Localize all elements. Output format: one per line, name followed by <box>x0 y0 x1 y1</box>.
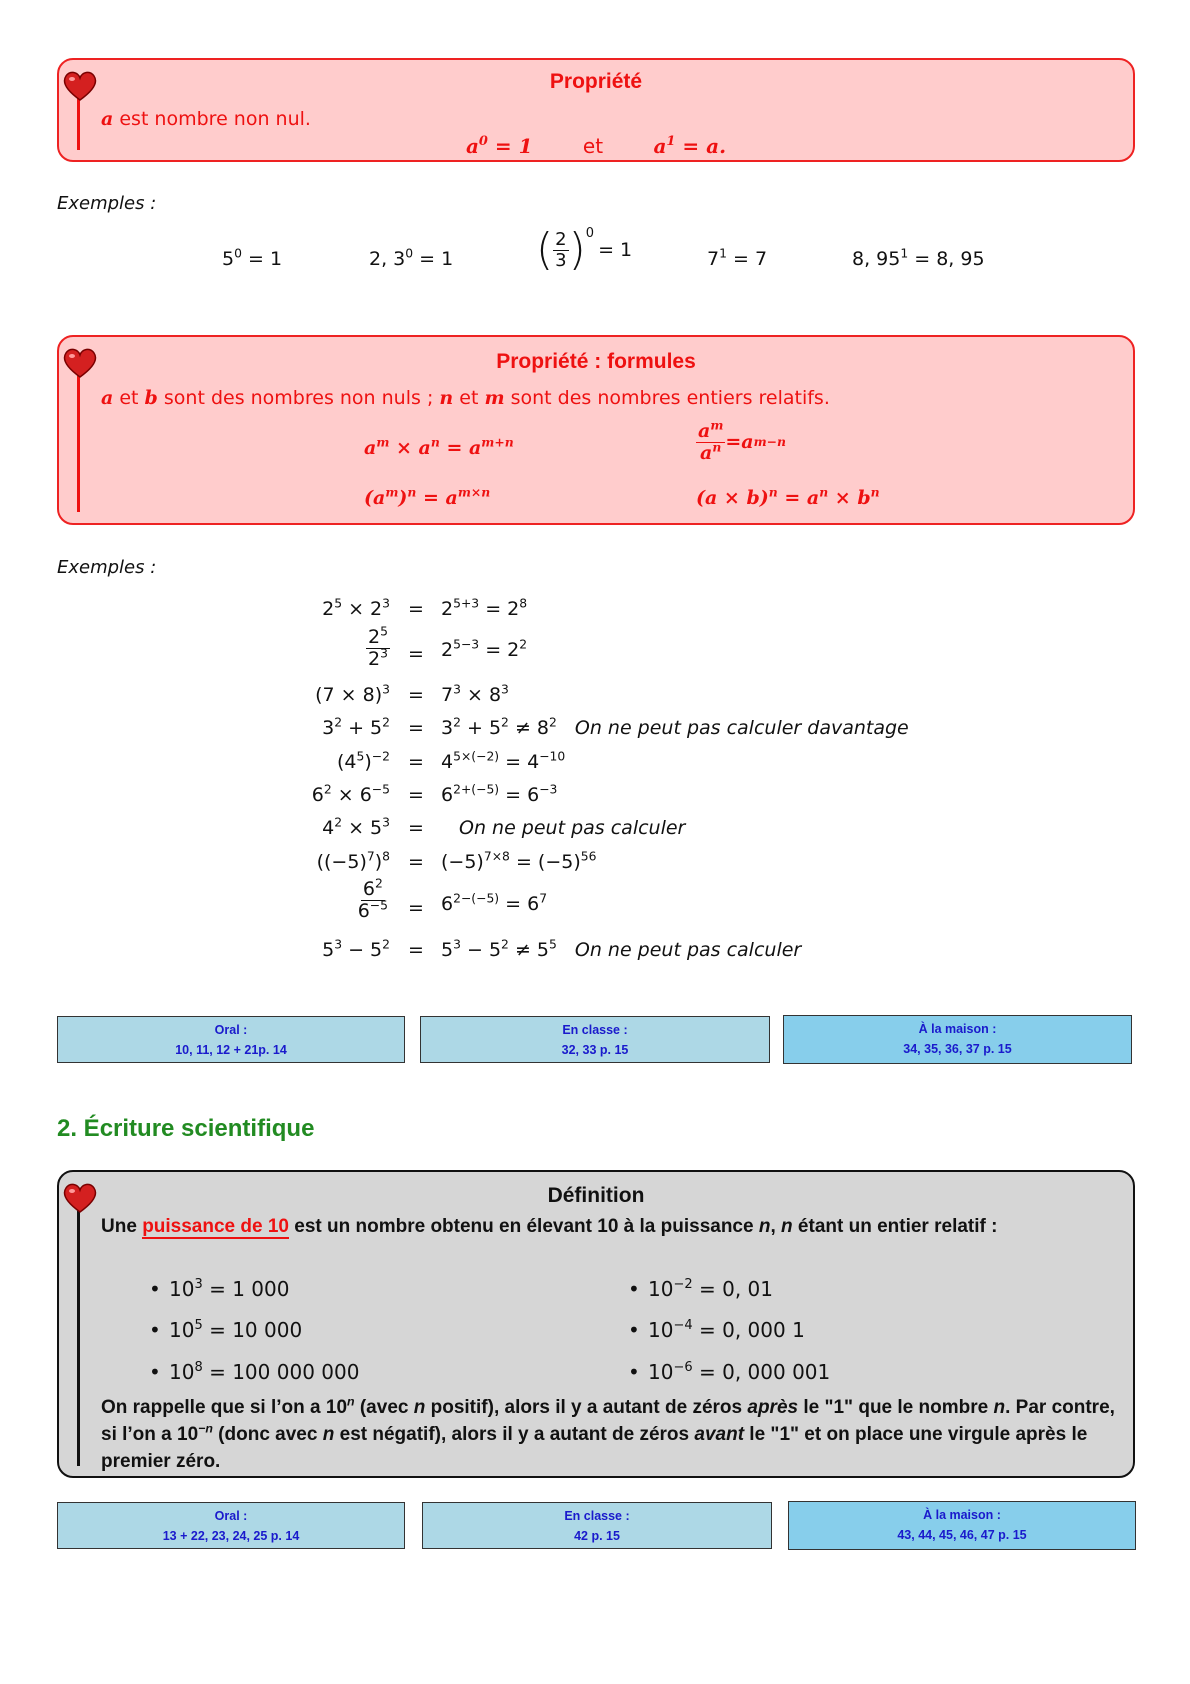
item-exp: −4 <box>673 1318 693 1334</box>
f-times: × <box>828 487 858 509</box>
exercise-refs: 42 p. 15 <box>574 1529 620 1543</box>
list-item <box>628 1360 830 1384</box>
calc-lhs: $3^2 + 5^2$ <box>322 715 390 739</box>
ex-exp: 1 <box>900 246 909 261</box>
f-eq: = <box>416 487 446 509</box>
definition-title: Définition <box>547 1184 645 1207</box>
definition-intro <box>101 1216 997 1238</box>
f-a: a <box>468 437 482 459</box>
calc-rhs: $5^3 - 5^2 \ne 5^5$ On ne peut pas calculer <box>441 937 802 961</box>
f-exp: m <box>385 484 399 500</box>
formula-a0-rest: = 1 <box>487 134 533 158</box>
calc-note: On ne peut pas calculer <box>574 939 802 961</box>
fraction-num: 2 <box>555 228 567 250</box>
right-paren: ) <box>568 224 586 275</box>
calc-eq: = <box>408 751 424 773</box>
f-exp: m×n <box>457 484 491 500</box>
f-a: a <box>700 441 713 464</box>
exercise-title: Oral : <box>214 1509 248 1523</box>
f-times: × <box>389 437 419 459</box>
statement-text: sont des nombres entiers relatifs. <box>510 387 830 409</box>
calc-lhs: $4^2 \times 5^3$ <box>322 815 390 839</box>
f-eq: = <box>725 431 742 454</box>
var-n: n <box>322 1424 335 1445</box>
definition-paragraph <box>101 1394 1121 1475</box>
intro-text: est un nombre obtenu en élevant 10 à la puissance <box>288 1216 759 1237</box>
list-item <box>149 1318 302 1342</box>
item-exp: −2 <box>673 1277 693 1293</box>
bullet: • <box>628 1360 640 1384</box>
exercise-box-maison <box>783 1015 1132 1064</box>
ex-exp: 1 <box>719 246 727 261</box>
f-lhs: (a × b) <box>696 487 769 509</box>
formula-product-power <box>696 484 880 509</box>
frac-num: $6^2$ <box>362 876 383 900</box>
ex-base: 8, 95 <box>852 248 901 270</box>
calc-rhs: $(-5)^{7\times 8} = (-5)^{56}$ <box>441 849 597 873</box>
property-statement <box>101 108 311 130</box>
bullet: • <box>149 1318 161 1342</box>
exercise-refs: 43, 44, 45, 46, 47 p. 15 <box>897 1528 1027 1542</box>
calc-eq: = <box>408 717 424 739</box>
formula-connector: et <box>582 134 604 158</box>
heart-icon <box>62 347 98 379</box>
property-statement <box>101 387 830 409</box>
calc-eq: = <box>408 684 424 706</box>
var-a: a <box>101 387 114 409</box>
statement-text: sont des nombres non nuls ; <box>163 387 434 409</box>
exercise-refs: 10, 11, 12 + 21p. 14 <box>175 1043 287 1057</box>
calc-rhs: $2^{5+3} = 2^8$ <box>441 596 528 620</box>
frac-num: $2^5$ <box>368 624 388 648</box>
calc-eq: = <box>408 817 424 839</box>
f-exp: n <box>768 484 778 500</box>
formula-product <box>364 434 514 459</box>
example-7-pow-1 <box>707 248 767 270</box>
calc-note: On ne peut pas calculer <box>459 817 686 839</box>
exercise-title: Oral : <box>214 1023 248 1037</box>
ex-rest: = 1 <box>413 248 454 270</box>
exercise-title: À la maison : <box>918 1022 997 1036</box>
formula-a1-rest: = a. <box>675 134 727 158</box>
item-exp: −6 <box>673 1360 693 1376</box>
property-title: Propriété <box>549 70 643 93</box>
calc-lhs: $2^5 \times 2^3$ <box>322 596 390 620</box>
calc-rhs: $4^{5\times(-2)} = 4^{-10}$ <box>441 749 566 773</box>
ex-rest: = 8, 95 <box>908 248 985 270</box>
heart-icon <box>62 70 98 102</box>
heart-icon <box>62 1182 98 1214</box>
para-text: On rappelle que si l’on a 10 <box>101 1397 348 1418</box>
f-a: a <box>418 437 431 459</box>
calc-eq: = <box>408 643 424 665</box>
property-formula <box>59 134 1133 158</box>
example-2-3-pow-0 <box>369 248 453 270</box>
var-n: n <box>993 1397 1006 1418</box>
exercise-title: En classe : <box>564 1509 630 1523</box>
f-eq: = <box>439 437 469 459</box>
f-a: a <box>806 487 820 509</box>
list-item <box>628 1318 805 1342</box>
item-rest: = 10 000 <box>202 1318 303 1342</box>
f-a: a <box>373 487 386 509</box>
para-text: (donc avec <box>212 1424 323 1445</box>
calc-eq: = <box>408 897 424 919</box>
property-title: Propriété : formules <box>496 350 696 373</box>
list-item <box>149 1277 289 1301</box>
para-emphasis: après <box>747 1397 799 1418</box>
exercise-box-oral <box>57 1016 405 1063</box>
fraction-2-3 <box>553 230 568 271</box>
exercise-box-classe <box>422 1502 772 1549</box>
calc-rhs: $3^2 + 5^2 \ne 8^2$ On ne peut pas calculer davantage <box>441 715 909 739</box>
item-base: 10 <box>648 1318 674 1342</box>
f-exp: m+n <box>481 434 514 450</box>
exercise-refs: 32, 33 p. 15 <box>561 1043 629 1057</box>
calc-note: On ne peut pas calculer davantage <box>574 717 909 739</box>
calc-fraction <box>356 876 390 922</box>
var-b: b <box>144 387 158 409</box>
formula-a0-exp: 0 <box>478 134 488 150</box>
item-exp: 5 <box>194 1318 203 1334</box>
calc-rhs: $6^{2-(-5)} = 6^7$ <box>441 891 548 915</box>
bullet: • <box>149 1360 161 1384</box>
para-exp: −n <box>198 1421 213 1436</box>
formula-a1-exp: 1 <box>666 134 676 150</box>
f-fraction <box>696 417 725 464</box>
item-base: 10 <box>169 1318 195 1342</box>
left-paren: ( <box>536 224 554 275</box>
ex-exp: 0 <box>585 226 595 241</box>
defined-term: puissance de 10 <box>142 1216 289 1237</box>
list-item <box>149 1360 359 1384</box>
definition-box <box>57 1170 1135 1478</box>
calc-eq: = <box>408 851 424 873</box>
item-base: 10 <box>648 1360 674 1384</box>
f-a: a <box>698 420 711 442</box>
exercise-box-maison <box>788 1501 1136 1550</box>
ex-base: 7 <box>707 248 720 270</box>
definition-stem <box>77 1210 80 1466</box>
var-n: n <box>439 387 454 409</box>
var-a: a <box>101 108 114 130</box>
item-rest: = 0, 000 001 <box>692 1360 831 1384</box>
property-box-1 <box>57 58 1135 162</box>
f-a: a <box>741 431 754 454</box>
calc-lhs: $6^2 \times 6^{-5}$ <box>311 782 390 806</box>
item-exp: 3 <box>194 1277 203 1293</box>
formula-quotient: $\frac{a^m}{a^n}$ = a m−n <box>698 417 786 464</box>
calc-eq: = <box>408 939 424 961</box>
fraction-den: 3 <box>555 249 567 271</box>
calc-lhs <box>356 876 390 922</box>
intro-text: étant un entier relatif : <box>792 1216 998 1237</box>
para-text: positif), alors il y a autant de zéros <box>425 1397 748 1418</box>
calc-lhs: $(7 \times 8)^3$ <box>315 682 390 706</box>
calc-eq: = <box>408 784 424 806</box>
bullet: • <box>149 1277 161 1301</box>
examples-label-1: Exemples : <box>57 193 157 214</box>
f-exp: n <box>819 484 829 500</box>
bullet: • <box>628 1277 640 1301</box>
calc-row <box>0 876 1190 931</box>
exercise-title: À la maison : <box>923 1508 1001 1522</box>
examples-label-2: Exemples : <box>57 557 157 578</box>
item-rest: = 0, 000 1 <box>692 1318 805 1342</box>
item-base: 10 <box>648 1277 674 1301</box>
formula-a1: a <box>653 134 667 158</box>
f-a: a <box>364 437 377 459</box>
exercise-refs: 34, 35, 36, 37 p. 15 <box>903 1042 1012 1056</box>
item-rest: = 100 000 000 <box>202 1360 360 1384</box>
f-exp: m <box>376 434 390 450</box>
calc-rhs: $2^{5-3} = 2^2$ <box>441 637 528 661</box>
para-text: . Par contre, si l’on a 10 <box>101 1397 1115 1445</box>
word-et: et <box>119 387 139 409</box>
statement-text: est nombre non nul. <box>119 108 311 130</box>
item-rest: = 1 000 <box>202 1277 290 1301</box>
exercise-box-classe <box>420 1016 770 1063</box>
item-exp: 8 <box>194 1360 203 1376</box>
ex-rest: = 1 <box>598 239 633 261</box>
calc-lhs: $5^3 - 5^2$ <box>322 937 390 961</box>
ex-exp: 0 <box>405 246 414 261</box>
item-rest: = 0, 01 <box>692 1277 773 1301</box>
f-a: a <box>445 487 458 509</box>
ex-base: 2, 3 <box>369 248 406 270</box>
calc-lhs: $(4^5)^{-2}$ <box>337 749 390 773</box>
f-exp: n <box>712 439 722 455</box>
var-n: n <box>781 1216 793 1237</box>
bullet: • <box>628 1318 640 1342</box>
item-base: 10 <box>169 1360 195 1384</box>
calc-lhs <box>366 624 390 670</box>
ex-base: 5 <box>222 248 235 270</box>
intro-text: Une <box>101 1216 143 1237</box>
f-eq: = <box>777 487 807 509</box>
calc-rhs: $6^{2+(-5)} = 6^{-3}$ <box>441 782 558 806</box>
property-stem <box>77 374 80 512</box>
calc-fraction <box>366 624 390 670</box>
exercise-box-oral <box>57 1502 405 1549</box>
f-paren: ) <box>398 487 408 509</box>
example-5-pow-0 <box>222 248 282 270</box>
frac-den: $6^{-5}$ <box>357 898 388 922</box>
formula-power-of-power <box>364 484 491 509</box>
f-b: b <box>857 487 871 509</box>
exercise-refs: 13 + 22, 23, 24, 25 p. 14 <box>162 1529 300 1543</box>
frac-den: $2^3$ <box>368 646 388 670</box>
ex-rest: = 7 <box>726 248 768 270</box>
ex-exp: 0 <box>234 246 242 261</box>
calc-row <box>0 624 1190 677</box>
var-n: n <box>758 1216 771 1237</box>
word-et: et <box>459 387 479 409</box>
var-m: m <box>484 387 505 409</box>
intro-text: , <box>770 1216 782 1237</box>
var-n: n <box>413 1397 426 1418</box>
list-item <box>628 1277 773 1301</box>
example-fraction-pow-0 <box>536 224 633 275</box>
para-exp: n <box>347 1394 355 1409</box>
calc-rhs <box>441 817 685 839</box>
exercise-title: En classe : <box>562 1023 628 1037</box>
calc-rhs: $7^3 \times 8^3$ <box>441 682 509 706</box>
calc-lhs: $((-5)^7)^8$ <box>316 849 390 873</box>
f-exp: m <box>710 417 724 433</box>
para-text: le "1" et on place une virgule après le premier zéro. <box>101 1424 1088 1472</box>
f-exp: n <box>407 484 417 500</box>
para-emphasis: avant <box>694 1424 745 1445</box>
ex-rest: = 1 <box>241 248 283 270</box>
formula-a0: a <box>465 134 479 158</box>
f-den <box>698 439 723 464</box>
f-exp: n <box>870 484 880 500</box>
f-exp: n <box>430 434 440 450</box>
section-title: 2. Écriture scientifique <box>57 1115 315 1142</box>
calc-eq: = <box>408 598 424 620</box>
example-8-95-pow-1 <box>852 248 985 270</box>
para-text: (avec <box>354 1397 414 1418</box>
f-paren: ( <box>364 487 373 509</box>
para-text: le "1" que le nombre <box>798 1397 994 1418</box>
para-text: est négatif), alors il y a autant de zéros <box>334 1424 695 1445</box>
property-stem <box>77 98 80 150</box>
item-base: 10 <box>169 1277 195 1301</box>
property-box-2 <box>57 335 1135 525</box>
